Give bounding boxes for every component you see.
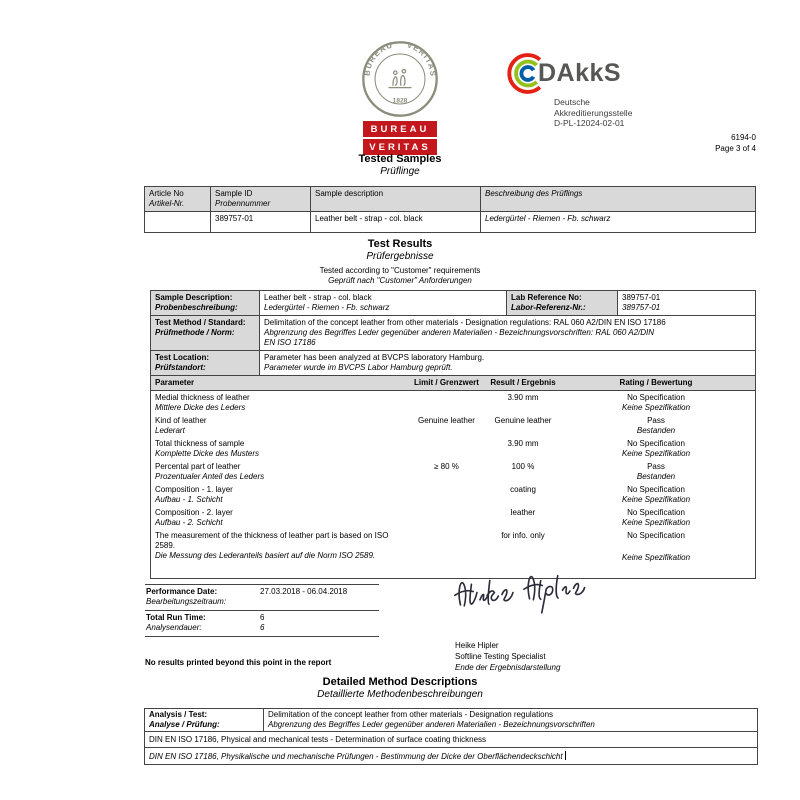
signee-role: Softline Testing Specialist [455, 652, 546, 661]
tested-samples-title-de: Prüflinge [380, 166, 420, 177]
param-result: leather [510, 508, 536, 517]
test-location-value-en: Parameter has been analyzed at BVCPS laboratory Hamburg. [264, 353, 485, 362]
lab-reference-value-en: 389757-01 [622, 293, 661, 302]
param-rating-en: No Specification [627, 485, 685, 494]
col-sample-id: Sample ID [215, 189, 253, 198]
analysis-value-en: Delimitation of the concept leather from other materials - Designation regulations [268, 710, 554, 719]
parameter-header-row [151, 376, 755, 391]
param-result: 3.90 mm [507, 439, 539, 448]
seal-word-bureau: BUREAU [362, 40, 395, 77]
test-method-label-en: Test Method / Standard: [155, 318, 246, 327]
param-rating-en: No Specification [627, 508, 685, 517]
test-results-section-title [0, 238, 800, 286]
test-method-label-de: Prüfmethode / Norm: [155, 328, 235, 337]
param-limit [404, 508, 489, 530]
sample-description-label-en: Sample Description: [155, 293, 233, 302]
col-beschreibung: Beschreibung des Prüflings [485, 189, 583, 198]
test-location-value-de: Parameter wurde im BVCPS Labor Hamburg geprüft. [264, 363, 453, 372]
sample-description-value-en: Leather belt - strap - col. black [264, 293, 372, 302]
param-rating-de: Keine Spezifikation [621, 518, 691, 527]
cell-desc-en: Leather belt - strap - col. black [311, 212, 481, 233]
analysis-label-de: Analyse / Prüfung: [149, 720, 220, 729]
page-meta [715, 132, 756, 154]
param-rating-en: No Specification [627, 439, 685, 448]
analysis-row [145, 709, 757, 732]
seal-word-veritas: VERITAS [405, 40, 438, 78]
param-name-de: Die Messung des Lederanteils basiert auf die Norm ISO 2589. [155, 551, 376, 560]
seal-emblem [389, 69, 411, 87]
performance-block [145, 584, 379, 637]
sample-description-row [151, 291, 755, 316]
param-name-en: Composition - 1. layer [155, 485, 233, 494]
tested-samples-section-title [0, 153, 800, 178]
param-rating-de: Bestanden [636, 472, 676, 481]
run-time-value-de: 6 [260, 623, 265, 632]
col-parameter: Parameter [155, 378, 195, 387]
col-result: Result / Ergebnis [490, 378, 556, 387]
test-method-row [151, 316, 755, 351]
param-rating-en: No Specification [627, 393, 685, 402]
param-limit: Genuine leather [418, 416, 475, 425]
param-rating-en: No Specification [627, 531, 685, 540]
page-number: Page 3 of 4 [715, 144, 756, 153]
param-limit [404, 485, 489, 507]
tested-samples-table [144, 186, 756, 233]
no-results-note: No results printed beyond this point in the report [145, 658, 332, 667]
param-rating-de: Keine Spezifikation [621, 495, 691, 504]
param-name-de: Komplette Dicke des Musters [155, 449, 260, 458]
dakks-wordmark: DAkkS [538, 59, 622, 87]
cell-sample-id: 389757-01 [211, 212, 311, 233]
doc-number: 6194-0 [731, 133, 756, 142]
bureau-veritas-seal-icon [361, 40, 439, 118]
param-row-total-thickness [151, 438, 755, 461]
lab-reference-label-en: Lab Reference No: [511, 293, 582, 302]
cell-article-no [145, 212, 211, 233]
param-name-de: Mittlere Dicke des Leders [155, 403, 246, 412]
signee-name: Heike Hipler [455, 641, 499, 650]
test-results-box [150, 290, 756, 579]
run-time-label-en: Total Run Time: [146, 613, 206, 622]
performance-date-label-en: Performance Date: [146, 587, 218, 596]
param-rating-en: Pass [647, 416, 665, 425]
signee-block [455, 640, 560, 673]
bureau-wordmark: BUREAU [363, 121, 437, 137]
param-row-kind-of-leather [151, 415, 755, 438]
param-name-en: Composition - 2. layer [155, 508, 233, 517]
seal-year: 1828 [392, 97, 408, 105]
analysis-value-de: Abgrenzung des Begriffes Leder gegenüber anderen Materialien - Bezeichnungsvorschriften [268, 720, 595, 729]
cell-desc-de: Ledergürtel - Riemen - Fb. schwarz [481, 212, 756, 233]
param-row-medial-thickness [151, 392, 755, 415]
col-artikel-nr: Artikel-Nr. [149, 199, 185, 208]
dakks-line-akkreditierungsstelle: Akkreditierungsstelle [554, 107, 633, 118]
param-name-en: Medial thickness of leather [155, 393, 250, 402]
col-sample-description: Sample description [315, 189, 384, 198]
col-article-no: Article No [149, 189, 184, 198]
param-rating-de: Bestanden [636, 426, 676, 435]
run-time-label-de: Analysendauer: [146, 623, 202, 632]
dakks-line-deutsche: Deutsche [554, 97, 590, 107]
veritas-wordmark: VERITAS [363, 139, 437, 155]
din-standard-row-en [145, 732, 757, 748]
param-rating-de: Keine Spezifikation [621, 403, 691, 412]
param-result: 100 % [511, 462, 535, 471]
methods-section-title [0, 676, 800, 701]
methods-title-en: Detailed Method Descriptions [322, 676, 478, 688]
test-method-value-en: Delimitation of the concept leather from other materials - Designation regulations: RAL 060 A2/DIN EN ISO 17186 [264, 318, 666, 327]
performance-date-label-de: Bearbeitungszeitraum: [146, 597, 227, 606]
param-result: Genuine leather [494, 416, 552, 425]
test-results-subtitle-en: Tested according to "Customer" requirements [319, 266, 481, 275]
param-rating-de: Keine Spezifikation [621, 553, 691, 562]
parameter-rows [151, 391, 755, 578]
param-result: coating [510, 485, 536, 494]
param-name-de: Aufbau - 2. Schicht [155, 518, 223, 527]
text-cursor [565, 751, 566, 760]
test-results-title-de: Prüfergebnisse [366, 251, 434, 262]
dakks-logo [504, 52, 632, 129]
param-row-composition-2 [151, 507, 755, 530]
col-limit: Limit / Grenzwert [414, 378, 479, 387]
col-probennummer: Probennummer [215, 199, 271, 208]
param-row-percental-part [151, 461, 755, 484]
test-location-label-en: Test Location: [155, 353, 210, 362]
signature-icon [446, 566, 596, 618]
param-name-en: Percental part of leather [155, 462, 241, 471]
din-standard-de: DIN EN ISO 17186, Physikalische und mechanische Prüfungen - Bestimmung der Dicke der Oberflächendeckschicht [149, 751, 563, 761]
param-rating-de: Keine Spezifikation [621, 449, 691, 458]
test-results-subtitle-de: Geprüft nach "Customer" Anforderungen [328, 276, 472, 285]
tested-samples-header-row [145, 187, 756, 212]
test-method-value-de-1: Abgrenzung des Begriffes Leder gegenüber anderen Materialien - Bezeichnungsvorschriften: RAL 060 A2/DIN [264, 328, 655, 337]
analysis-label-en: Analysis / Test: [149, 710, 208, 719]
performance-date-value: 27.03.2018 - 06.04.2018 [260, 587, 348, 596]
param-name-de: Prozentualer Anteil des Leders [155, 472, 265, 481]
param-name-en: Kind of leather [155, 416, 207, 425]
tested-samples-title-en: Tested Samples [358, 153, 442, 165]
param-name-en: The measurement of the thickness of leather part is based on ISO 2589. [155, 531, 389, 550]
svg-text:BUREAU VERITAS [362, 40, 437, 85]
tested-samples-data-row [145, 212, 756, 233]
methods-table [144, 708, 758, 765]
test-location-label-de: Prüfstandort: [155, 363, 206, 372]
din-standard-row-de [145, 748, 757, 764]
methods-title-de: Detaillierte Methodenbeschreibungen [317, 689, 483, 700]
bureau-veritas-logo [360, 40, 440, 155]
param-limit: ≥ 80 % [434, 462, 459, 471]
param-result: for info. only [501, 531, 545, 540]
dakks-accreditation-number: D-PL-12024-02-01 [554, 118, 625, 128]
col-rating: Rating / Bewertung [619, 378, 693, 387]
param-name-de: Lederart [155, 426, 185, 435]
param-name-de: Aufbau - 1. Schicht [155, 495, 223, 504]
param-name-en: Total thickness of sample [155, 439, 245, 448]
param-limit [404, 439, 489, 461]
param-limit [404, 393, 489, 415]
test-location-row [151, 351, 755, 376]
results-end-note: Ende der Ergebnisdarstellung [455, 663, 561, 672]
param-result: 3.90 mm [507, 393, 539, 402]
param-rating-en: Pass [647, 462, 665, 471]
lab-reference-label-de: Labor-Referenz-Nr.: [511, 303, 586, 312]
lab-reference-value-de: 389757-01 [622, 303, 661, 312]
run-time-value-en: 6 [260, 613, 265, 622]
sample-description-value-de: Ledergürtel - Riemen - Fb. schwarz [264, 303, 390, 312]
test-method-value-de-2: EN ISO 17186 [264, 338, 316, 347]
performance-date-row [145, 585, 379, 611]
sample-description-label-de: Probenbeschreibung: [155, 303, 238, 312]
run-time-row [145, 611, 379, 637]
param-row-composition-1 [151, 484, 755, 507]
test-results-title-en: Test Results [367, 238, 433, 250]
din-standard-en: DIN EN ISO 17186, Physical and mechanical tests - Determination of surface coating thickness [149, 734, 487, 744]
